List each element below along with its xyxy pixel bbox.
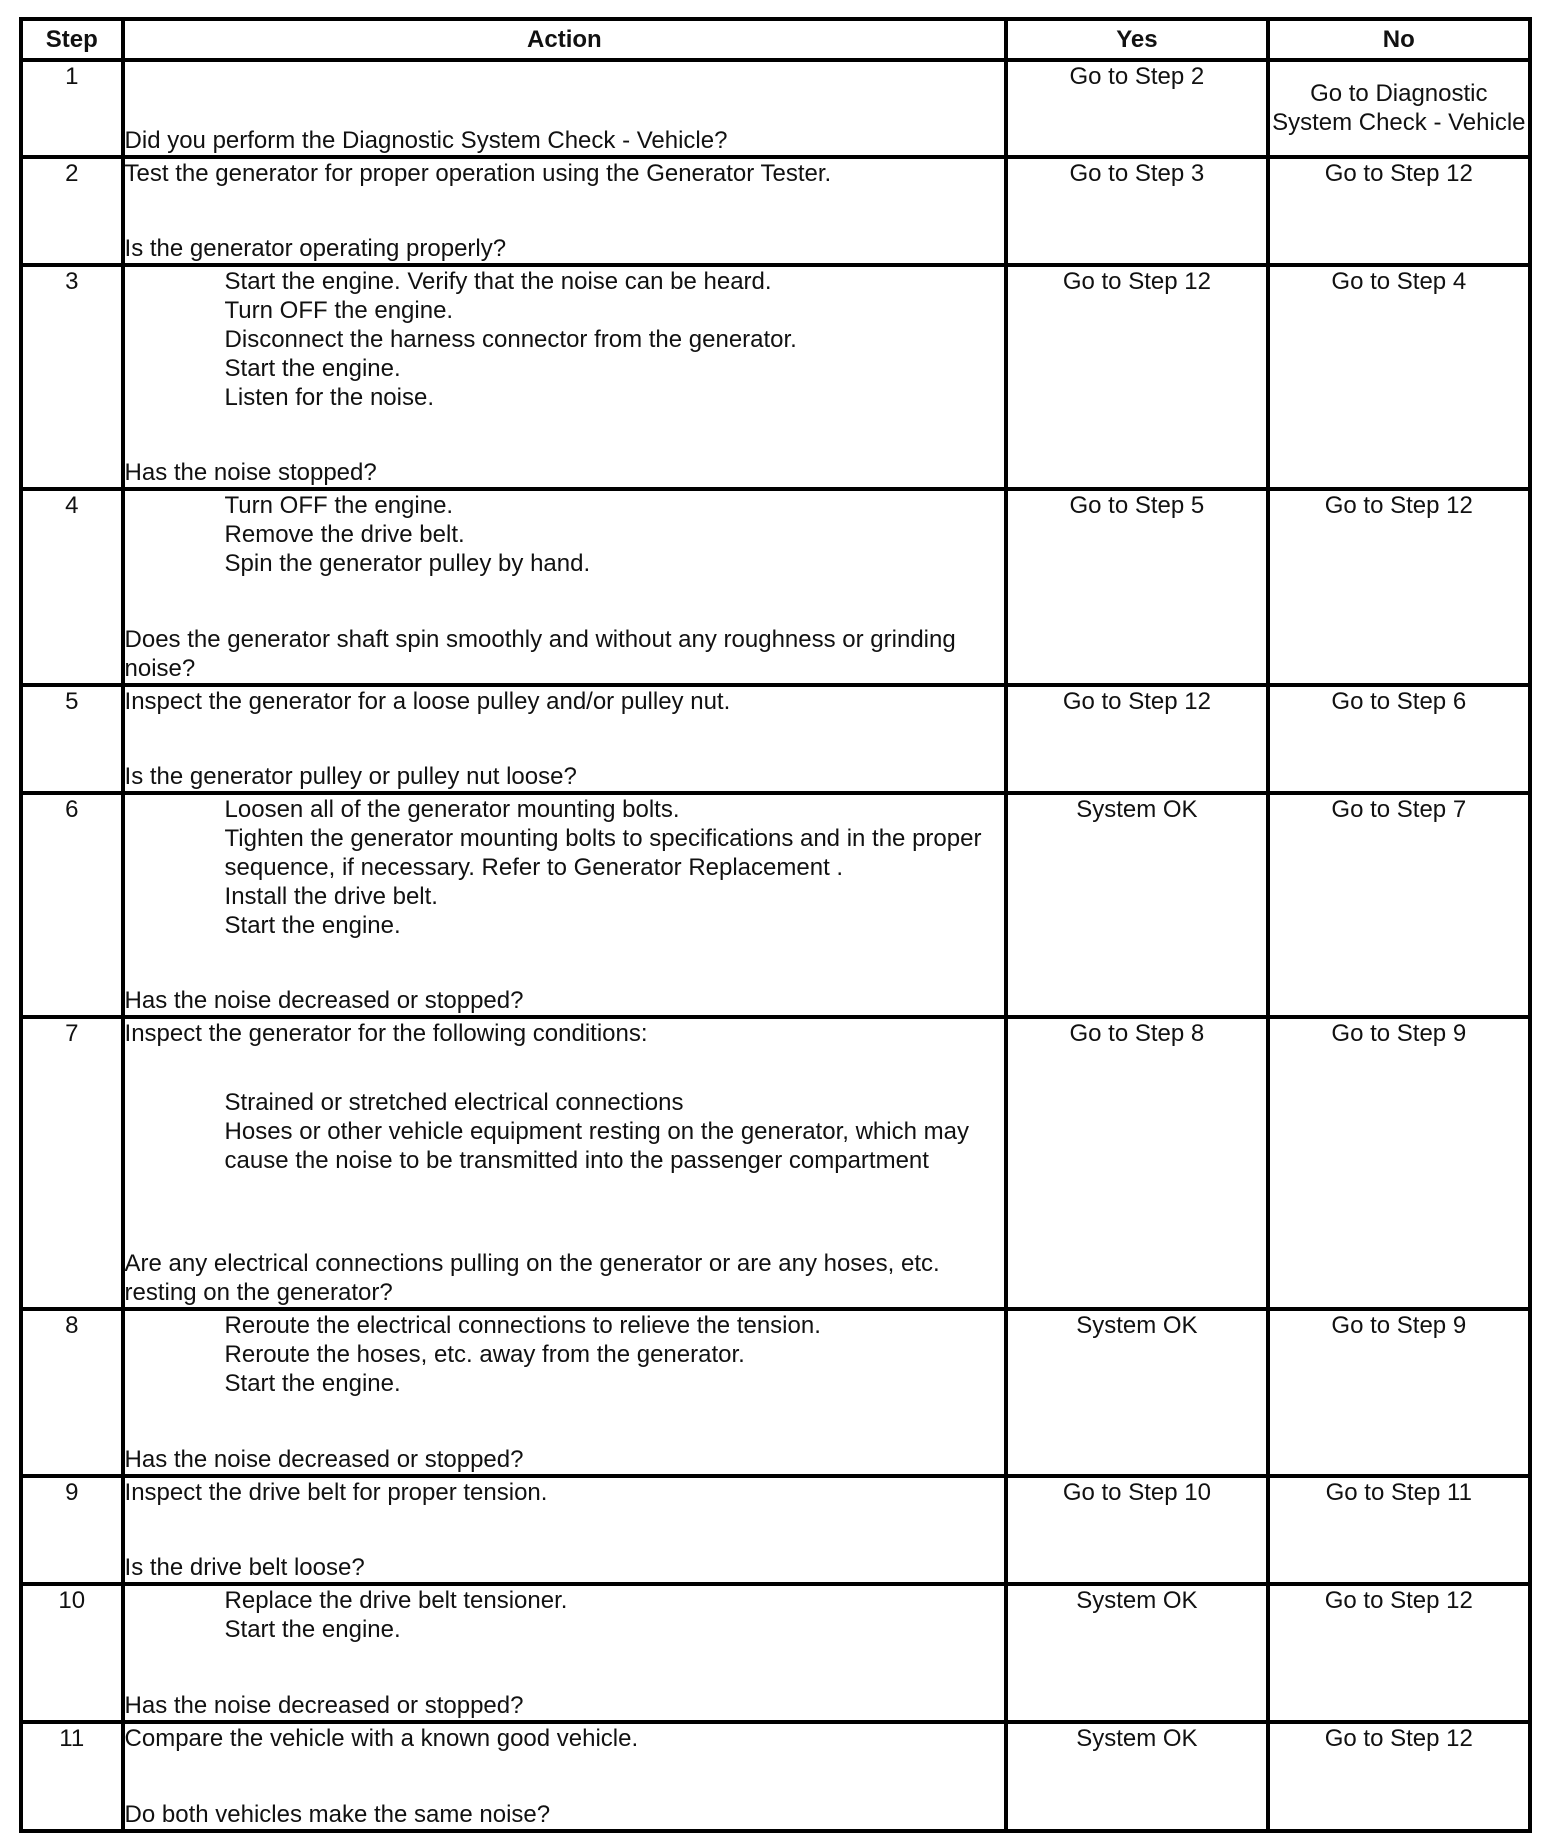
action-steps bbox=[125, 1586, 1005, 1644]
yes-result: Go to Step 12 bbox=[1006, 685, 1267, 793]
action-question: Is the drive belt loose? bbox=[124, 1554, 365, 1582]
no-result: Go to Step 12 bbox=[1268, 489, 1530, 685]
action-cell bbox=[123, 489, 1007, 685]
step-number: 7 bbox=[21, 1017, 123, 1308]
step-number: 8 bbox=[21, 1309, 123, 1476]
table-row bbox=[21, 1476, 1530, 1584]
action-instructions bbox=[125, 159, 1005, 188]
no-result: Go to Step 12 bbox=[1268, 1584, 1530, 1722]
step-number: 1 bbox=[21, 60, 123, 157]
step-number: 6 bbox=[21, 793, 123, 1017]
action-cell bbox=[123, 1584, 1007, 1722]
action-question: Does the generator shaft spin smoothly and without any roughness or grinding noise? bbox=[124, 625, 956, 682]
action-question: Are any electrical connections pulling on the generator or are any hoses, etc. resting on the generator? bbox=[124, 1249, 940, 1306]
table-row bbox=[21, 60, 1530, 157]
action-steps bbox=[125, 491, 1005, 578]
action-intro: Inspect the generator for a loose pulley and/or pulley nut. bbox=[124, 687, 731, 715]
action-content bbox=[125, 1724, 1005, 1829]
action-instructions bbox=[125, 1019, 1005, 1175]
action-cell bbox=[123, 685, 1007, 793]
action-step-item: Replace the drive belt tensioner. bbox=[224, 1587, 568, 1615]
action-step-item: Spin the generator pulley by hand. bbox=[224, 550, 591, 578]
action-instructions bbox=[125, 687, 1005, 716]
table-row bbox=[21, 1584, 1530, 1722]
action-question: Has the noise decreased or stopped? bbox=[124, 1692, 524, 1720]
action-instructions bbox=[125, 795, 1005, 940]
step-number: 5 bbox=[21, 685, 123, 793]
step-number: 4 bbox=[21, 489, 123, 685]
action-intro: Inspect the drive belt for proper tension. bbox=[124, 1479, 548, 1507]
yes-result: Go to Step 10 bbox=[1006, 1476, 1267, 1584]
action-steps bbox=[125, 795, 1005, 940]
table-row bbox=[21, 1309, 1530, 1476]
yes-result: System OK bbox=[1006, 1722, 1267, 1831]
action-step-item: Turn OFF the engine. bbox=[224, 297, 454, 325]
action-step-item: Loosen all of the generator mounting bolts. bbox=[224, 796, 680, 824]
action-content bbox=[125, 267, 1005, 487]
yes-result: Go to Step 8 bbox=[1006, 1017, 1267, 1308]
table-body bbox=[21, 60, 1530, 1831]
no-result: Go to Diagnostic System Check - Vehicle bbox=[1268, 60, 1530, 157]
action-intro: Inspect the generator for the following conditions: bbox=[124, 1020, 648, 1048]
header-yes: Yes bbox=[1006, 19, 1267, 60]
table-row bbox=[21, 1722, 1530, 1831]
action-step-item: Start the engine. bbox=[224, 912, 401, 940]
no-result: Go to Step 4 bbox=[1268, 265, 1530, 489]
action-content bbox=[125, 1478, 1005, 1582]
no-result: Go to Step 12 bbox=[1268, 1722, 1530, 1831]
header-step: Step bbox=[21, 19, 123, 60]
yes-result: Go to Step 2 bbox=[1006, 60, 1267, 157]
action-step-item: Start the engine. bbox=[224, 1369, 401, 1397]
action-instructions bbox=[125, 1311, 1005, 1398]
action-intro: Test the generator for proper operation using the Generator Tester. bbox=[124, 159, 832, 187]
no-result: Go to Step 11 bbox=[1268, 1476, 1530, 1584]
action-step-item: Listen for the noise. bbox=[224, 384, 434, 412]
action-instructions bbox=[125, 491, 1005, 578]
step-number: 3 bbox=[21, 265, 123, 489]
table-row bbox=[21, 793, 1530, 1017]
action-step-item: Turn OFF the engine. bbox=[224, 492, 454, 520]
action-cell bbox=[123, 1017, 1007, 1308]
action-question: Did you perform the Diagnostic System Check - Vehicle? bbox=[124, 126, 728, 154]
diagnostic-table bbox=[19, 17, 1532, 1833]
action-content bbox=[125, 795, 1005, 1015]
yes-result: Go to Step 12 bbox=[1006, 265, 1267, 489]
action-question: Has the noise decreased or stopped? bbox=[124, 1446, 524, 1474]
action-step-item: Start the engine. bbox=[224, 1616, 401, 1644]
action-question: Has the noise stopped? bbox=[124, 459, 377, 487]
action-content bbox=[125, 687, 1005, 791]
action-question: Do both vehicles make the same noise? bbox=[124, 1801, 551, 1828]
action-question: Is the generator operating properly? bbox=[124, 235, 507, 263]
yes-result: Go to Step 5 bbox=[1006, 489, 1267, 685]
action-step-item: Start the engine. bbox=[224, 355, 401, 383]
table-row bbox=[21, 1017, 1530, 1308]
action-instructions bbox=[125, 1724, 1005, 1753]
action-cell bbox=[123, 157, 1007, 265]
action-steps bbox=[125, 1088, 1005, 1175]
action-step-item: Install the drive belt. bbox=[224, 883, 438, 911]
header-row bbox=[21, 19, 1530, 60]
action-cell bbox=[123, 1309, 1007, 1476]
action-step-item: Hoses or other vehicle equipment resting on the generator, which may cause the noise to be transmitted into the passenger compartment bbox=[224, 1118, 969, 1175]
action-instructions bbox=[125, 1586, 1005, 1644]
table-row bbox=[21, 685, 1530, 793]
no-result: Go to Step 9 bbox=[1268, 1309, 1530, 1476]
action-content bbox=[125, 1586, 1005, 1720]
no-result: Go to Step 12 bbox=[1268, 157, 1530, 265]
action-step-item: Reroute the hoses, etc. away from the generator. bbox=[224, 1340, 745, 1368]
action-step-item: Disconnect the harness connector from the generator. bbox=[224, 326, 797, 354]
action-steps bbox=[125, 267, 1005, 412]
action-content bbox=[125, 491, 1005, 683]
action-step-item: Start the engine. Verify that the noise can be heard. bbox=[224, 268, 772, 296]
action-step-item: Strained or stretched electrical connections bbox=[224, 1089, 684, 1117]
yes-result: Go to Step 3 bbox=[1006, 157, 1267, 265]
action-instructions bbox=[125, 1478, 1005, 1507]
table-row bbox=[21, 265, 1530, 489]
action-intro: Compare the vehicle with a known good vehicle. bbox=[124, 1725, 639, 1753]
step-number: 10 bbox=[21, 1584, 123, 1722]
action-cell bbox=[123, 1722, 1007, 1831]
action-instructions bbox=[125, 267, 1005, 412]
action-step-item: Tighten the generator mounting bolts to specifications and in the proper sequence, if necessary. Refer to Generator Replacement . bbox=[224, 825, 982, 882]
action-question: Has the noise decreased or stopped? bbox=[124, 987, 524, 1015]
yes-result: System OK bbox=[1006, 1309, 1267, 1476]
header-no: No bbox=[1268, 19, 1530, 60]
yes-result: System OK bbox=[1006, 1584, 1267, 1722]
table-row bbox=[21, 157, 1530, 265]
yes-result: System OK bbox=[1006, 793, 1267, 1017]
action-cell bbox=[123, 793, 1007, 1017]
action-question: Is the generator pulley or pulley nut loose? bbox=[124, 763, 577, 791]
action-content bbox=[125, 1311, 1005, 1474]
action-content bbox=[125, 62, 1005, 155]
no-result: Go to Step 6 bbox=[1268, 685, 1530, 793]
action-content bbox=[125, 159, 1005, 263]
step-number: 11 bbox=[21, 1722, 123, 1831]
action-step-item: Remove the drive belt. bbox=[224, 521, 465, 549]
no-result: Go to Step 9 bbox=[1268, 1017, 1530, 1308]
table-row bbox=[21, 489, 1530, 685]
action-steps bbox=[125, 1311, 1005, 1398]
action-cell bbox=[123, 265, 1007, 489]
action-content bbox=[125, 1019, 1005, 1306]
action-cell bbox=[123, 60, 1007, 157]
step-number: 2 bbox=[21, 157, 123, 265]
action-step-item: Reroute the electrical connections to relieve the tension. bbox=[224, 1311, 821, 1339]
no-result: Go to Step 7 bbox=[1268, 793, 1530, 1017]
step-number: 9 bbox=[21, 1476, 123, 1584]
header-action: Action bbox=[123, 19, 1007, 60]
action-cell bbox=[123, 1476, 1007, 1584]
